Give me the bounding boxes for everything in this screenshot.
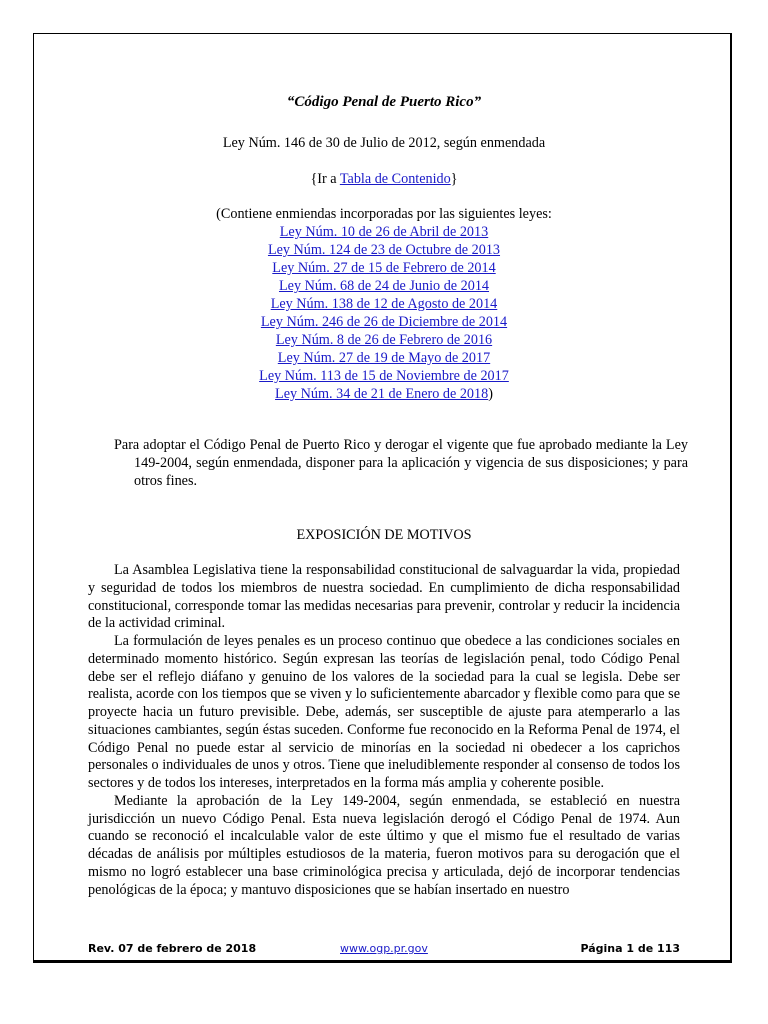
body-paragraph: La Asamblea Legislativa tiene la responsabilidad constitucional de salvaguardar la vida, propiedad y seguridad de todos los miembros de nuestra sociedad. En cumplimiento de dicha responsabilidad constitucional, corresponde tomar las medidas necesarias para prevenir, controlar y reducir la incidencia de la actividad criminal. (88, 562, 680, 632)
section-heading: EXPOSICIÓN DE MOTIVOS (296, 527, 472, 543)
page-footer (88, 942, 680, 960)
amendment-link[interactable]: Ley Núm. 124 de 23 de Octubre de 2013 (267, 242, 501, 258)
body-text (88, 562, 680, 899)
website-link[interactable]: www.ogp.pr.gov (340, 942, 428, 955)
amendment-link[interactable]: Ley Núm. 8 de 26 de Febrero de 2016 (275, 332, 493, 348)
toc-line (0, 170, 768, 188)
law-summary: Para adoptar el Código Penal de Puerto Rico y derogar el vigente que fue aprobado mediante la Ley 149-2004, según enmendada, disponer para la aplicación y vigencia de sus disposiciones; y para otros fines. (114, 437, 688, 490)
amendment-link[interactable]: Ley Núm. 27 de 19 de Mayo de 2017 (277, 350, 491, 366)
body-paragraph: La formulación de leyes penales es un proceso continuo que obedece a las condiciones sociales en determinado momento histórico. Según expresan las teorías de legislación penal, todo Código Penal debe ser el reflejo diáfano y genuino de los valores de la sociedad para la cual se legisla. Debe ser realista, acorde con los tiempos que se viven y lo suficientemente abarcador y flexible como para que se proyecte hacia un futuro previsible. Debe, además, ser susceptible de ajuste para atemperarlo a las situaciones cambiantes, según éstas suceden. Conforme fue reconocido en la Reforma Penal de 1974, el Código Penal no puede estar al servicio de minorías en la sociedad ni obedecer a los caprichos personales o individuales de unos y otros. Tiene que ineludiblemente responder al consenso de todos los sectores y de todos los intereses, interpretados en la forma más amplia y coherente posible. (88, 633, 680, 791)
toc-suffix: } (450, 171, 458, 187)
amendments-close: ) (488, 386, 493, 402)
amendment-link[interactable]: Ley Núm. 246 de 26 de Diciembre de 2014 (260, 314, 508, 330)
amendment-link[interactable]: Ley Núm. 68 de 24 de Junio de 2014 (278, 278, 490, 294)
amendment-link[interactable]: Ley Núm. 27 de 15 de Febrero de 2014 (272, 260, 496, 276)
amendment-link[interactable]: Ley Núm. 10 de 26 de Abril de 2013 (279, 224, 489, 240)
document-title: “Código Penal de Puerto Rico” (286, 94, 482, 110)
toc-link[interactable]: Tabla de Contenido (339, 171, 451, 187)
revision-date: Rev. 07 de febrero de 2018 (88, 942, 257, 955)
toc-prefix: {Ir a (310, 171, 340, 187)
page-number: Página 1 de 113 (580, 942, 680, 955)
law-line: Ley Núm. 146 de 30 de Julio de 2012, según enmendada (222, 135, 546, 151)
amendment-link[interactable]: Ley Núm. 34 de 21 de Enero de 2018 (275, 386, 489, 402)
body-paragraph: Mediante la aprobación de la Ley 149-2004, según enmendada, se estableció en nuestra jurisdicción un nuevo Código Penal. Esta nueva legislación derogó el Código Penal de 1974. Aun cuando se reconoció el incalculable valor de este último y que el mismo fue el resultado de varias décadas de análisis por múltiples estudiosos de la materia, fueron motivos para su derogación que el mismo no logró establecer una base criminológica precisa y articulada, dejó de incorporar tendencias penológicas de la época; y mantuvo disposiciones que se habían insertado en nuestro (88, 792, 680, 898)
amendments-list (0, 223, 768, 403)
amendment-link[interactable]: Ley Núm. 113 de 15 de Noviembre de 2017 (259, 368, 509, 384)
amendment-link[interactable]: Ley Núm. 138 de 12 de Agosto de 2014 (270, 296, 498, 312)
amendments-intro: (Contiene enmiendas incorporadas por las siguientes leyes: (216, 206, 552, 222)
